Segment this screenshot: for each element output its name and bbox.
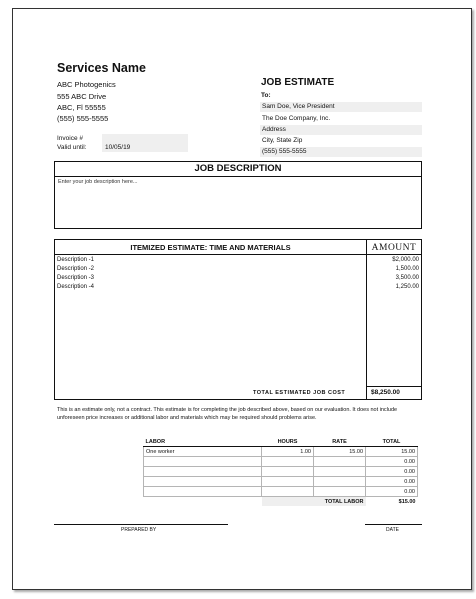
company-line-1: ABC Photogenics: [57, 80, 116, 89]
prepared-by-label: PREPARED BY: [121, 527, 157, 533]
item-amount[interactable]: 1,250.00: [395, 284, 419, 290]
item-amount[interactable]: 1,500.00: [395, 266, 419, 272]
item-desc[interactable]: Description -3: [57, 275, 95, 281]
client-name[interactable]: Sam Doe, Vice President: [260, 102, 422, 112]
total-cell: 0.00: [366, 487, 418, 497]
table-row: [144, 457, 418, 467]
job-description-heading: JOB DESCRIPTION: [55, 162, 421, 177]
company-line-3: ABC, Fl 55555: [57, 103, 106, 112]
labor-cell[interactable]: [144, 477, 262, 487]
estimate-page: [12, 8, 472, 590]
disclaimer-text: This is an estimate only, not a contract. This estimate is for completing the job described above, based on our evaluation. It does not include unforeseen price increases or additional labor and materials which may be required should problems arise.: [57, 407, 398, 421]
total-header: TOTAL: [366, 437, 418, 447]
rate-header: RATE: [314, 437, 366, 447]
table-row: [144, 447, 418, 457]
to-label: To:: [261, 92, 271, 99]
total-divider: [366, 386, 421, 387]
itemized-heading: ITEMIZED ESTIMATE: TIME AND MATERIALS: [130, 243, 291, 252]
table-row: [144, 487, 418, 497]
date-label: DATE: [386, 527, 399, 533]
item-desc[interactable]: Description -1: [57, 257, 95, 263]
itemized-estimate-box: [54, 239, 422, 400]
rate-cell[interactable]: [314, 487, 366, 497]
total-labor-value: $15.00: [366, 497, 418, 507]
table-row: [144, 477, 418, 487]
labor-header: LABOR: [144, 437, 262, 447]
invoice-label: Invoice #: [57, 135, 84, 142]
labor-cell[interactable]: [144, 487, 262, 497]
hours-cell[interactable]: [262, 487, 314, 497]
labor-cell[interactable]: [144, 467, 262, 477]
total-estimated-value: $8,250.00: [371, 389, 400, 396]
job-description-field[interactable]: Enter your job description here...: [58, 179, 138, 185]
client-phone[interactable]: (555) 555-5555: [260, 147, 422, 157]
item-amount[interactable]: 3,500.00: [395, 275, 419, 281]
total-labor-label: TOTAL LABOR: [262, 497, 366, 507]
job-estimate-title: JOB ESTIMATE: [261, 77, 335, 88]
prepared-by-line: [54, 524, 228, 525]
rate-cell[interactable]: 15.00: [314, 447, 366, 457]
services-name: Services Name: [57, 61, 146, 75]
amount-column-divider: [366, 240, 367, 399]
total-estimated-label: TOTAL ESTIMATED JOB COST: [253, 390, 346, 396]
total-cell: 0.00: [366, 457, 418, 467]
item-desc[interactable]: Description -2: [57, 266, 95, 272]
company-phone: (555) 555-5555: [57, 114, 109, 123]
labor-header-row: [144, 437, 418, 447]
valid-until-label: Valid until:: [57, 144, 87, 151]
item-desc[interactable]: Description -4: [57, 284, 95, 290]
total-cell: 15.00: [366, 447, 418, 457]
hours-cell[interactable]: [262, 457, 314, 467]
company-line-2: 555 ABC Drive: [57, 92, 107, 101]
client-address[interactable]: Address: [260, 125, 422, 135]
total-cell: 0.00: [366, 477, 418, 487]
table-row: [144, 467, 418, 477]
labor-cell[interactable]: [144, 457, 262, 467]
labor-table: [143, 437, 418, 506]
total-cell: 0.00: [366, 467, 418, 477]
hours-cell[interactable]: 1.00: [262, 447, 314, 457]
hours-header: HOURS: [262, 437, 314, 447]
client-company[interactable]: The Doe Company, Inc.: [262, 115, 331, 122]
job-description-box: [54, 161, 422, 229]
labor-cell[interactable]: One worker: [144, 447, 262, 457]
item-amount[interactable]: $2,000.00: [392, 257, 419, 263]
invoice-field[interactable]: [102, 134, 188, 143]
date-line: [365, 524, 422, 525]
hours-cell[interactable]: [262, 477, 314, 487]
rate-cell[interactable]: [314, 457, 366, 467]
client-city[interactable]: City, State Zip: [262, 137, 303, 144]
rate-cell[interactable]: [314, 477, 366, 487]
hours-cell[interactable]: [262, 467, 314, 477]
empty-cell: [144, 497, 262, 507]
labor-total-row: [144, 497, 418, 507]
valid-until-field[interactable]: 10/05/19: [102, 143, 188, 152]
amount-heading: AMOUNT: [371, 243, 417, 253]
rate-cell[interactable]: [314, 467, 366, 477]
